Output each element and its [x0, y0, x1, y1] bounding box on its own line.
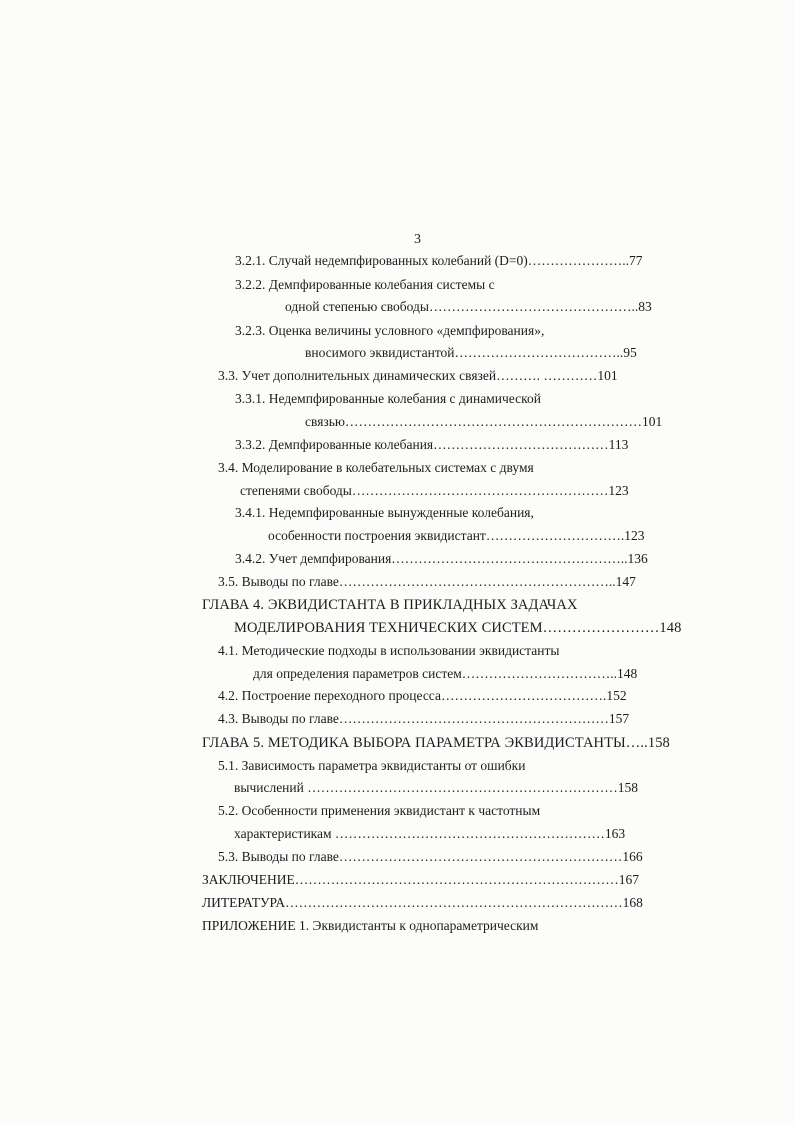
toc-line: 5.2. Особенности применения эквидистант к частотным	[218, 803, 541, 818]
toc-line: 3.2.1. Случай недемпфированных колебаний (D=0)…………………..77	[235, 253, 643, 268]
toc-line: степенями свободы…………………………………………………123	[240, 483, 629, 498]
toc-line: 4.2. Построение переходного процесса……………………………….152	[218, 688, 627, 703]
toc-chapter-line: ГЛАВА 5. МЕТОДИКА ВЫБОРА ПАРАМЕТРА ЭКВИДИСТАНТЫ…..158	[202, 735, 670, 751]
toc-line: 3.4.2. Учет демпфирования……………………………………………..136	[235, 551, 648, 566]
toc-line: 3.5. Выводы по главе……………………………………………………..147	[218, 574, 636, 589]
page-number: 3	[414, 232, 421, 247]
toc-chapter-line: МОДЕЛИРОВАНИЯ ТЕХНИЧЕСКИХ СИСТЕМ……………………148	[234, 620, 682, 636]
toc-line: 5.1. Зависимость параметра эквидистанты от ошибки	[218, 758, 526, 773]
toc-line: 3.3.1. Недемпфированные колебания с динамической	[235, 391, 541, 406]
toc-line: вносимого эквидистантой………………………………..95	[305, 345, 637, 360]
toc-line: характеристикам ……………………………………………………163	[234, 826, 626, 841]
toc-line: ЗАКЛЮЧЕНИЕ………………………………………………………………167	[202, 872, 640, 887]
toc-line: 4.3. Выводы по главе……………………………………………………157	[218, 711, 630, 726]
toc-line: 3.3. Учет дополнительных динамических связей………. …………101	[218, 368, 618, 383]
toc-line: особенности построения эквидистант………………………….123	[268, 528, 645, 543]
toc-line: 3.2.3. Оценка величины условного «демпфирования»,	[235, 323, 545, 338]
toc-line: 4.1. Методические подходы в использовании эквидистанты	[218, 643, 560, 658]
toc-line: 3.4. Моделирование в колебательных системах с двумя	[218, 460, 534, 475]
toc-line: вычислений ……………………………………………………………158	[234, 780, 638, 795]
toc-line: для определения параметров систем……………………………..148	[253, 666, 638, 681]
toc-line: 3.3.2. Демпфированные колебания…………………………………113	[235, 437, 629, 452]
toc-line: одной степенью свободы………………………………………..83	[285, 299, 652, 314]
toc-line: ПРИЛОЖЕНИЕ 1. Эквидистанты к однопараметрическим	[202, 918, 539, 933]
toc-line: 3.2.2. Демпфированные колебания системы с	[235, 277, 495, 292]
toc-line: 3.4.1. Недемпфированные вынужденные колебания,	[235, 505, 534, 520]
toc-line: ЛИТЕРАТУРА…………………………………………………………………168	[202, 895, 643, 910]
toc-line: связью…………………………………………………………101	[305, 414, 663, 429]
toc-line: 5.3. Выводы по главе………………………………………………………166	[218, 849, 643, 864]
toc-chapter-line: ГЛАВА 4. ЭКВИДИСТАНТА В ПРИКЛАДНЫХ ЗАДАЧАХ	[202, 597, 578, 613]
